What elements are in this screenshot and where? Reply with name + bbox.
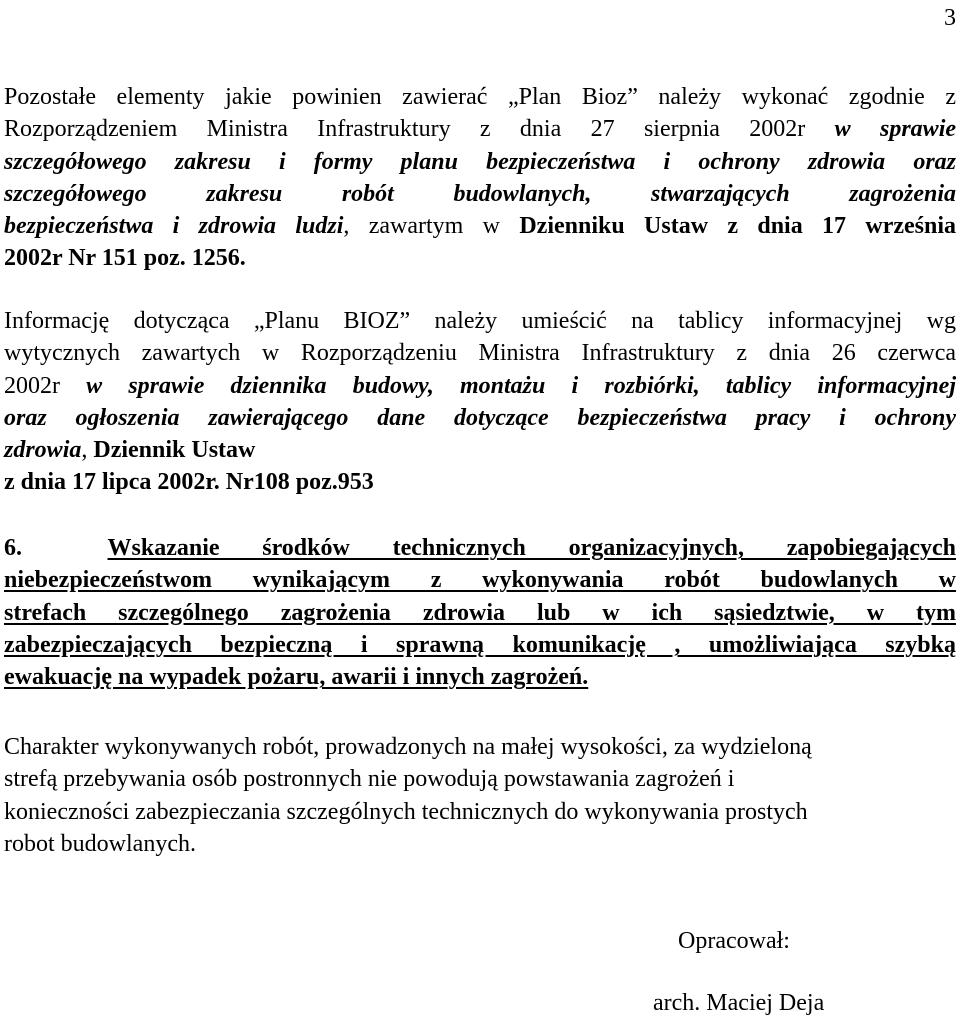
text-segment: , — [81, 437, 88, 464]
paragraph-work-character — [4, 731, 956, 860]
section-6-heading — [4, 532, 956, 693]
journal-reference-bold: Dzienniku Ustaw z dnia 17 września — [519, 213, 957, 240]
text-line: konieczności zabezpieczania szczególnych technicznych do wykonywania prostych — [4, 798, 808, 825]
heading-line: zabezpieczających bezpieczną i sprawną komunikację , umożliwiająca szybką — [4, 631, 956, 658]
text-line: Charakter wykonywanych robót, prowadzonych na małej wysokości, za wydzieloną — [4, 734, 812, 760]
heading-line: niebezpieczeństwom wynikającym z wykonywania robót budowlanych w — [4, 567, 956, 594]
journal-reference-bold: z dnia 17 lipca 2002r. Nr108 poz.953 — [4, 469, 374, 496]
text-line — [4, 434, 956, 466]
heading-line: strefach szczególnego zagrożenia zdrowia lub w ich sąsiedztwie, w tym — [4, 599, 956, 626]
text-line — [4, 370, 956, 402]
regulation-title-italic: w sprawie — [834, 116, 957, 143]
page-number: 3 — [944, 5, 956, 31]
text-line: strefą przebywania osób postronnych nie powodują powstawania zagrożeń i — [4, 766, 735, 793]
journal-reference-bold: Dziennik Ustaw — [93, 437, 256, 464]
paragraph-bioz-information-board — [4, 305, 956, 499]
text-line: robot budowlanych. — [4, 830, 196, 857]
text-line: wytycznych zawartych w Rozporządzeniu Ministra Infrastruktury z dnia 26 czerwca — [4, 340, 956, 367]
regulation-title-italic: w sprawie dziennika budowy, montażu i rozbiórki, tablicy informacyjnej — [86, 372, 957, 399]
paragraph-plan-bioz-requirements — [4, 81, 956, 275]
text-line — [4, 210, 956, 242]
regulation-title-italic: oraz ogłoszenia zawierającego dane dotyczące bezpieczeństwa pracy i ochrony — [4, 404, 956, 431]
heading-text: Wskazanie środków technicznych organizacyjnych, zapobiegających — [107, 535, 957, 561]
regulation-title-italic: szczegółowego zakresu robót budowlanych, stwarzających zagrożenia — [4, 180, 956, 207]
text-segment: Rozporządzeniem Ministra Infrastruktury z dnia 27 sierpnia 2002r — [4, 116, 806, 143]
heading-line — [4, 661, 956, 693]
signature-name: arch. Maciej Deja — [653, 990, 825, 1016]
text-line — [4, 113, 956, 145]
section-number: 6. — [4, 535, 22, 561]
regulation-title-italic: bezpieczeństwa i zdrowia ludzi — [4, 213, 344, 240]
journal-reference-bold: 2002r Nr 151 poz. 1256. — [4, 245, 246, 272]
text-line: Informację dotycząca „Planu BIOZ” należy umieścić na tablicy informacyjnej wg — [4, 308, 956, 334]
regulation-title-italic: szczegółowego zakresu i formy planu bezpieczeństwa i ochrony zdrowia oraz — [4, 148, 956, 175]
text-segment: , zawartym w — [343, 213, 500, 240]
signature-label: Opracował: — [678, 928, 790, 954]
text-line: Pozostałe elementy jakie powinien zawierać „Plan Bioz” należy wykonać zgodnie z — [4, 84, 956, 110]
heading-text: ewakuację na wypadek pożaru, awarii i innych zagrożeń. — [4, 664, 589, 691]
regulation-title-italic: zdrowia — [4, 437, 82, 464]
text-segment: 2002r — [4, 372, 60, 399]
heading-line — [4, 532, 956, 564]
